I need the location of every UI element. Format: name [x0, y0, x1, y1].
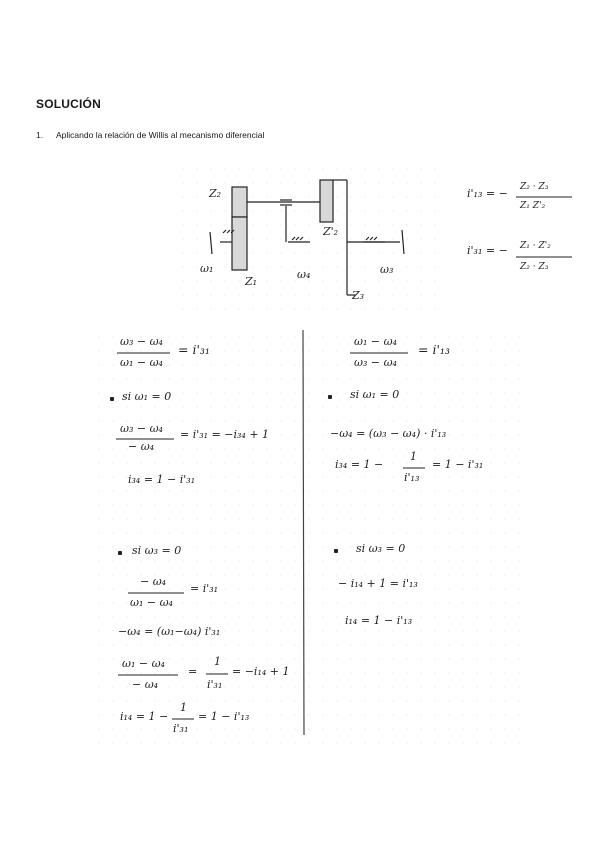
- label-z2: Z₂: [209, 187, 222, 200]
- left-case2-title: si ω₃ = 0: [132, 544, 182, 557]
- bullet: [328, 395, 332, 399]
- label-w3: ω₃: [380, 263, 394, 276]
- left-case2-eq1-den: ω₁ − ω₄: [130, 596, 173, 609]
- fraction-bar: [516, 196, 574, 198]
- gear-z2-prime: [320, 180, 333, 222]
- left-case2-eq3-rhs: = −i₁₄ + 1: [232, 665, 290, 678]
- fraction-bar: [403, 467, 427, 469]
- right-case2-title: si ω₃ = 0: [356, 542, 406, 555]
- page-title: SOLUCIÓN: [36, 97, 101, 111]
- right-main-den: ω₃ − ω₄: [354, 356, 397, 369]
- fraction-bar: [128, 592, 186, 594]
- right-case1-eq2-lhs: i₃₄ = 1 −: [335, 458, 384, 471]
- fraction-bar: [117, 352, 172, 354]
- label-z2-prime: Z'₂: [323, 225, 339, 238]
- left-main-num: ω₃ − ω₄: [120, 335, 163, 348]
- formula-i13-lhs: i'₁₃ = −: [467, 187, 508, 200]
- right-main-rhs: = i'₁₃: [418, 342, 450, 357]
- left-case2-eq4-lhs: i₁₄ = 1 −: [120, 710, 169, 723]
- left-case2-eq1-num: − ω₄: [140, 575, 167, 588]
- fraction-bar: [206, 673, 230, 675]
- fraction-bar: [172, 718, 196, 720]
- left-case2-eq3-fden: i'₃₁: [207, 678, 223, 691]
- right-case1-title: si ω₁ = 0: [350, 388, 400, 401]
- formula-i13-den: Z₁ Z'₂: [520, 201, 546, 211]
- formula-i31-lhs: i'₃₁ = −: [467, 244, 508, 257]
- left-main-rhs: = i'₃₁: [178, 342, 210, 357]
- formula-i13-num: Z₂ · Z₃: [520, 182, 549, 192]
- right-main-num: ω₁ − ω₄: [354, 335, 397, 348]
- gear-z2: [232, 187, 247, 217]
- formula-i31-num: Z₁ · Z'₂: [520, 241, 551, 251]
- bullet: [334, 549, 338, 553]
- right-case2-eq1: − i₁₄ + 1 = i'₁₃: [338, 577, 418, 590]
- right-case1-eq1: −ω₄ = (ω₃ − ω₄) · i'₁₃: [330, 427, 447, 440]
- left-case1-eq1-den: − ω₄: [128, 440, 155, 453]
- left-case2-eq1-rhs: = i'₃₁: [190, 582, 219, 595]
- right-case1-eq2-rhs: = 1 − i'₃₁: [432, 458, 484, 471]
- label-w1: ω₁: [200, 262, 214, 275]
- item-number: 1.: [36, 130, 44, 140]
- fraction-bar: [118, 674, 180, 676]
- item-text: Aplicando la relación de Willis al mecanismo diferencial: [56, 130, 265, 140]
- left-case2-eq4-fden: i'₃₁: [173, 722, 189, 735]
- right-case1-eq2-fnum: 1: [410, 450, 417, 463]
- bullet: [118, 551, 122, 555]
- left-case2-eq4-fnum: 1: [180, 701, 187, 714]
- left-case2-eq3-num: ω₁ − ω₄: [122, 657, 165, 670]
- left-main-den: ω₁ − ω₄: [120, 356, 163, 369]
- column-divider: [300, 330, 306, 740]
- left-case2-eq2: −ω₄ = (ω₁−ω₄) i'₃₁: [118, 625, 221, 638]
- left-case2-eq3-mid: =: [188, 665, 198, 678]
- fraction-bar: [350, 352, 410, 354]
- left-case1-title: si ω₁ = 0: [122, 390, 172, 403]
- formula-i31-den: Z₂ · Z₃: [520, 262, 549, 272]
- label-z3: Z₃: [352, 289, 365, 302]
- left-case2-eq4-rhs: = 1 − i'₁₃: [198, 710, 250, 723]
- left-case1-eq1-rhs: = i'₃₁ = −i₃₄ + 1: [180, 428, 270, 441]
- gear-z1: [232, 217, 247, 270]
- label-w4: ω₄: [297, 268, 311, 281]
- label-z1: Z₁: [245, 275, 258, 288]
- bullet: [110, 397, 114, 401]
- left-case2-eq3-den: − ω₄: [132, 678, 159, 691]
- right-case2-eq2: i₁₄ = 1 − i'₁₃: [345, 614, 413, 627]
- left-case2-eq3-fnum: 1: [214, 655, 221, 668]
- right-case1-eq2-fden: i'₁₃: [404, 471, 420, 484]
- left-case1-eq2: i₃₄ = 1 − i'₃₁: [128, 473, 196, 486]
- fraction-bar: [516, 256, 574, 258]
- left-case1-eq1-num: ω₃ − ω₄: [120, 422, 163, 435]
